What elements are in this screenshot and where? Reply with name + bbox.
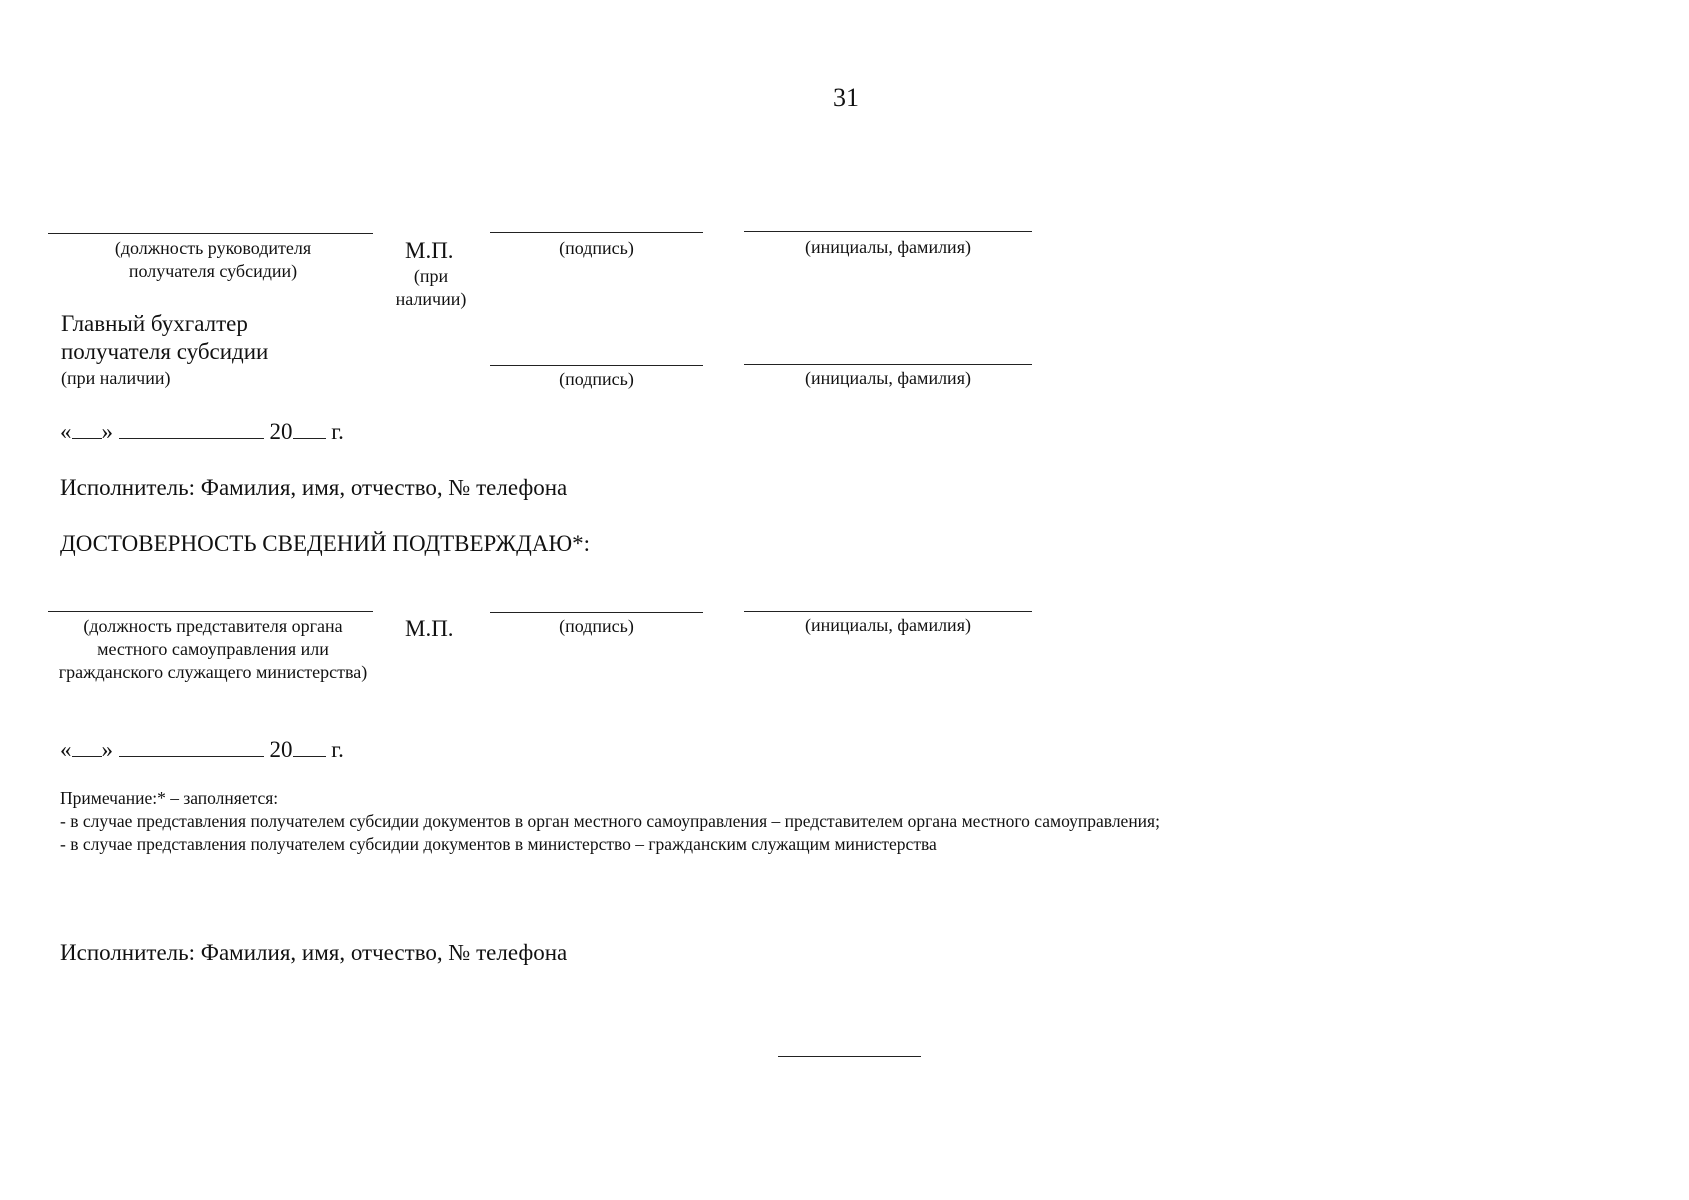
accountant-signature-caption: (подпись) bbox=[559, 369, 634, 389]
accountant-title-line2: получателя субсидии bbox=[61, 339, 269, 364]
month-blank bbox=[119, 736, 264, 757]
position-caption: (должность руководителя получателя субсидии) bbox=[114, 238, 312, 281]
month-blank bbox=[119, 418, 264, 439]
stamp-label-2: М.П. bbox=[405, 616, 454, 641]
day-blank bbox=[72, 736, 102, 757]
executor-line: Исполнитель: Фамилия, имя, отчество, № телефона bbox=[60, 475, 568, 500]
year-suffix: г. bbox=[331, 737, 344, 762]
date-line bbox=[60, 418, 344, 445]
day-blank bbox=[72, 418, 102, 439]
stamp-note: (при наличии) bbox=[395, 266, 467, 309]
stamp-label: М.П. bbox=[405, 238, 454, 263]
open-quote: « bbox=[60, 419, 72, 444]
position-line-2 bbox=[48, 611, 373, 612]
open-quote: « bbox=[60, 737, 72, 762]
signature-caption-2: (подпись) bbox=[559, 616, 634, 636]
page-number: 31 bbox=[833, 83, 859, 112]
date-line-2 bbox=[60, 736, 344, 763]
note-title: Примечание:* – заполняется: bbox=[60, 788, 279, 808]
name-line-2 bbox=[744, 611, 1032, 612]
end-separator bbox=[778, 1056, 921, 1057]
note-item-2: - в случае представления получателем субсидии документов в министерство – гражданским служащим министерства bbox=[60, 834, 937, 854]
close-quote: » bbox=[101, 419, 113, 444]
position-line bbox=[48, 233, 373, 234]
accountant-name-caption: (инициалы, фамилия) bbox=[805, 368, 971, 388]
year-blank bbox=[293, 736, 326, 757]
name-caption: (инициалы, фамилия) bbox=[805, 237, 971, 257]
signature-caption: (подпись) bbox=[559, 238, 634, 258]
year-blank bbox=[293, 418, 326, 439]
confirm-heading: ДОСТОВЕРНОСТЬ СВЕДЕНИЙ ПОДТВЕРЖДАЮ*: bbox=[60, 531, 590, 556]
accountant-title-line1: Главный бухгалтер bbox=[61, 311, 248, 336]
close-quote: » bbox=[101, 737, 113, 762]
name-line bbox=[744, 231, 1032, 232]
year-prefix: 20 bbox=[269, 737, 293, 762]
accountant-name-line bbox=[744, 364, 1032, 365]
accountant-note: (при наличии) bbox=[61, 368, 171, 388]
year-suffix: г. bbox=[331, 419, 344, 444]
note-item-1: - в случае представления получателем субсидии документов в орган местного самоуправления – представителем органа местного самоуправления; bbox=[60, 811, 1160, 831]
executor-line-bottom: Исполнитель: Фамилия, имя, отчество, № телефона bbox=[60, 940, 568, 965]
name-caption-2: (инициалы, фамилия) bbox=[805, 615, 971, 635]
position-caption-2: (должность представителя органа местного самоуправления или гражданского служащего министерства) bbox=[58, 616, 368, 682]
signature-line-2 bbox=[490, 612, 703, 613]
accountant-signature-line bbox=[490, 365, 703, 366]
signature-line bbox=[490, 232, 703, 233]
year-prefix: 20 bbox=[269, 419, 293, 444]
